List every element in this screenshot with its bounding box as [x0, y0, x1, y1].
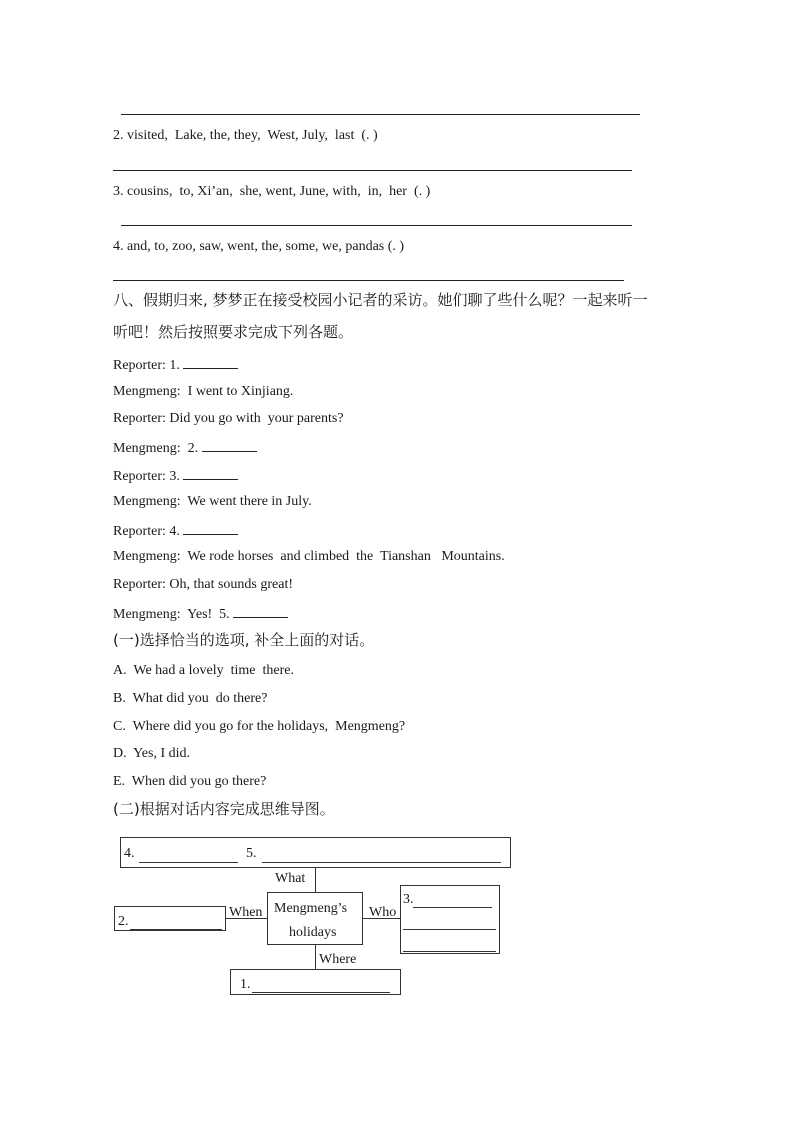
answer-line-3	[121, 225, 632, 226]
mindmap-blank-3b[interactable]	[403, 929, 496, 930]
speaker-label: Reporter:	[113, 411, 166, 426]
answer-blank[interactable]	[183, 521, 238, 535]
dialogue-line-8	[113, 548, 505, 566]
dialogue-line-9	[113, 576, 293, 594]
mindmap-label-4: 4.	[124, 846, 135, 861]
dialogue-text: 3.	[169, 469, 184, 484]
option-b: B. What did you do there?	[113, 691, 268, 706]
answer-line-4	[113, 280, 624, 281]
mindmap-label-2: 2.	[118, 914, 129, 929]
speaker-label: Mengmeng:	[113, 384, 181, 399]
mindmap-connector-what	[315, 868, 316, 892]
mindmap-blank-3c[interactable]	[403, 951, 496, 952]
section-8-intro-line1: 八、假期归来, 梦梦正在接受校园小记者的采访。她们聊了些什么呢？一起来听一	[113, 291, 648, 309]
dialogue-text: 1.	[169, 358, 184, 373]
question-item-4: 4. and, to, zoo, saw, went, the, some, we, pandas (. )	[113, 239, 405, 254]
mindmap-blank-2[interactable]	[130, 929, 222, 930]
part-2-title: (二)根据对话内容完成思维导图。	[113, 800, 335, 818]
speaker-label: Reporter:	[113, 469, 166, 484]
mindmap-what-label: What	[275, 871, 306, 886]
mindmap-blank-5[interactable]	[262, 862, 501, 863]
option-d: D. Yes, I did.	[113, 746, 191, 761]
dialogue-text: We rode horses and climbed the Tianshan Mountains.	[187, 549, 505, 564]
dialogue-text: Oh, that sounds great!	[169, 577, 294, 592]
dialogue-text: Did you go with your parents?	[169, 411, 344, 426]
answer-blank[interactable]	[183, 466, 238, 480]
speaker-label: Reporter:	[113, 358, 166, 373]
mindmap-blank-3a[interactable]	[413, 907, 492, 908]
dialogue-line-1	[113, 355, 238, 375]
dialogue-text: 4.	[169, 524, 184, 539]
dialogue-line-2	[113, 383, 293, 401]
option-c: C. Where did you go for the holidays, Mengmeng?	[113, 719, 406, 734]
mindmap-label-3: 3.	[403, 892, 414, 907]
speaker-label: Reporter:	[113, 524, 166, 539]
part-1-title: (一)选择恰当的选项, 补全上面的对话。	[113, 631, 375, 649]
answer-blank[interactable]	[183, 355, 238, 369]
option-e: E. When did you go there?	[113, 774, 267, 789]
mindmap-blank-1[interactable]	[252, 992, 390, 993]
dialogue-line-6	[113, 493, 312, 511]
mindmap-left-box	[114, 906, 226, 931]
question-item-3: 3. cousins, to, Xi’an, she, went, June, with, in, her (. )	[113, 184, 431, 199]
dialogue-text: 2.	[184, 441, 202, 456]
mindmap-label-1: 1.	[240, 977, 251, 992]
answer-line-2	[113, 170, 632, 171]
dialogue-line-4	[113, 438, 257, 458]
mindmap-center-line1: Mengmeng’s	[274, 901, 348, 916]
mindmap-connector-where	[315, 945, 316, 969]
dialogue-line-3	[113, 410, 344, 428]
mindmap-where-label: Where	[319, 952, 357, 967]
dialogue-line-5	[113, 466, 238, 486]
section-8-intro-line2: 听吧！然后按照要求完成下列各题。	[113, 323, 354, 341]
mindmap-top-box	[120, 837, 511, 868]
speaker-label: Mengmeng:	[113, 441, 181, 456]
answer-blank[interactable]	[202, 438, 257, 452]
answer-line-1	[121, 114, 640, 115]
speaker-label: Mengmeng:	[113, 607, 181, 622]
dialogue-line-10	[113, 604, 288, 624]
mindmap-when-label: When	[229, 905, 263, 920]
mindmap-label-5: 5.	[246, 846, 257, 861]
mindmap-center-line2: holidays	[289, 925, 337, 940]
mindmap-who-label: Who	[369, 905, 397, 920]
speaker-label: Mengmeng:	[113, 549, 181, 564]
mindmap-right-box	[400, 885, 500, 954]
question-item-2: 2. visited, Lake, the, they, West, July, last (. )	[113, 128, 378, 143]
speaker-label: Mengmeng:	[113, 494, 181, 509]
dialogue-line-7	[113, 521, 238, 541]
answer-blank[interactable]	[233, 604, 288, 618]
speaker-label: Reporter:	[113, 577, 166, 592]
dialogue-text: Yes! 5.	[187, 607, 234, 622]
option-a: A. We had a lovely time there.	[113, 663, 294, 678]
dialogue-text: We went there in July.	[187, 494, 312, 509]
dialogue-text: I went to Xinjiang.	[187, 384, 294, 399]
mindmap-blank-4[interactable]	[139, 862, 238, 863]
